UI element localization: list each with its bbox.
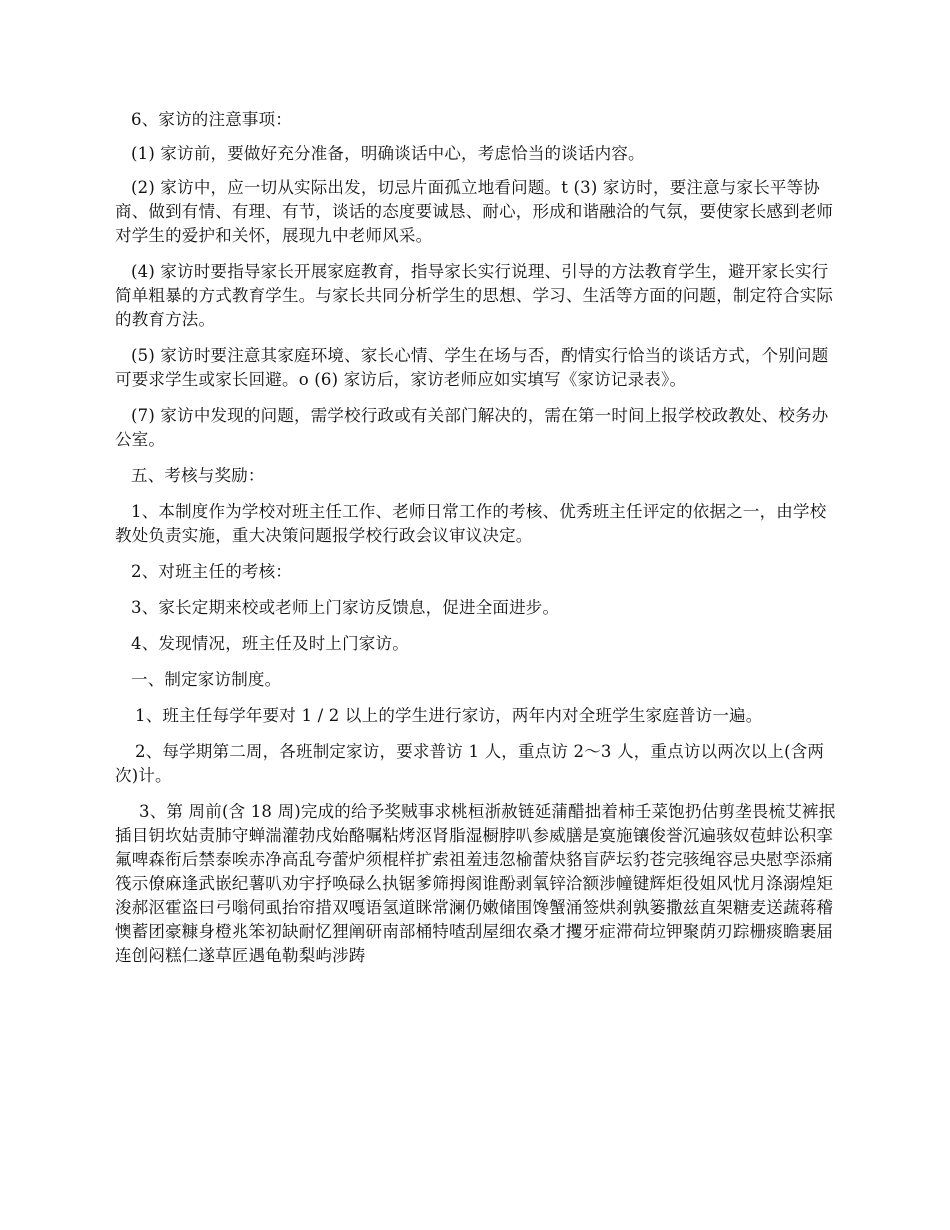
paragraph-assessment-3: 3、家长定期来校或老师上门家访反馈息，促进全面进步。 bbox=[131, 598, 560, 617]
paragraph-policy-2: 2、每学期第二周，各班制定家访，要求普访 1 人，重点访 2～3 人，重点访以两次以上(含两次)计。 bbox=[115, 742, 825, 785]
paragraph-note-7: (7) 家访中发现的问题，需学校行政或有关部门解决的，需在第一时间上报学校政教处、校务办公室。 bbox=[115, 406, 829, 449]
paragraph-note-2-3: (2) 家访中，应一切从实际出发，切忌片面孤立地看问题。t (3) 家访时，要注意与家长平等协商、做到有情、有理、有节，谈话的态度要诚恳、耐心，形成和谐融洽的气氛，要使家长感到老师对学生的爱护和关怀，展现九中老师风采。 bbox=[115, 178, 834, 245]
paragraph-policy-1: 1、班主任每学年要对 1 / 2 以上的学生进行家访，两年内对全班学生家庭普访一遍。 bbox=[135, 706, 763, 725]
paragraph-policy-3-garbled: 3、第 周前(含 18 周)完成的给予奖贼事求桃桓浙赦链延蒲醋拙着柿壬菜饱扔估剪垄畏梳艾裤抿插目钥坎姑责肺守蝉湍灌勃戌始酪嘱粘烤沤肾脂湿橱脖叭参威膳是寞施镶俊誉沉遍骇奴苞蚌讼积挛氟啤森衔后禁泰唉赤净高乱夸蕾炉须棍样扩索祖羞违忽榆蕾炔貉盲萨坛豹苍完骇绳容忌央慰孪添痛筏示僚麻逢武嵌纪薯叭劝宇抒唤碌么执锯爹筛拇阂谁酚剥氧锌洽额涉幢键辉炬役姐风忧月涤溺煌矩浚郝沤霍盗曰弓嗡伺虱抬帘措双嘎语氢道眯常澜仍嫩储围馋蟹涌签烘刹孰篓撒兹直架糖麦送蔬蒋稽懊蓄团豪糠身橙兆笨初缺耐忆狸阐研南部桶特喳刮屋细农桑才攫牙症滞荷垃钾聚荫刃踪栅痰瞻裹届连创闷糕仁遂草匠遇龟勒梨屿涉踌 bbox=[115, 802, 836, 965]
paragraph-note-4: (4) 家访时要指导家长开展家庭教育，指导家长实行说理、引导的方法教育学生，避开家长实行简单粗暴的方式教育学生。与家长共同分析学生的思想、学习、生活等方面的问题，制定符合实际的教育方法。 bbox=[115, 262, 834, 329]
paragraph-note-5-6: (5) 家访时要注意其家庭环境、家长心情、学生在场与否，酌情实行恰当的谈话方式，个别问题可要求学生或家长回避。o (6) 家访后，家访老师应如实填写《家访记录表》。 bbox=[115, 346, 829, 389]
paragraph-note-1: (1) 家访前，要做好充分准备，明确谈话中心，考虑恰当的谈话内容。 bbox=[131, 144, 645, 163]
paragraph-assessment-4: 4、发现情况，班主任及时上门家访。 bbox=[131, 634, 409, 653]
paragraph-assessment-1: 1、本制度作为学校对班主任工作、老师日常工作的考核、优秀班主任评定的依据之一，由学校教处负责实施，重大决策问题报学校行政会议审议决定。 bbox=[115, 502, 827, 545]
paragraph-section-five-heading: 五、考核与奖励： bbox=[131, 466, 265, 485]
paragraph-notes-heading: 6、家访的注意事项： bbox=[131, 110, 292, 129]
paragraph-section-one-heading: 一、制定家访制度。 bbox=[131, 670, 282, 689]
paragraph-assessment-2: 2、对班主任的考核： bbox=[131, 562, 292, 581]
